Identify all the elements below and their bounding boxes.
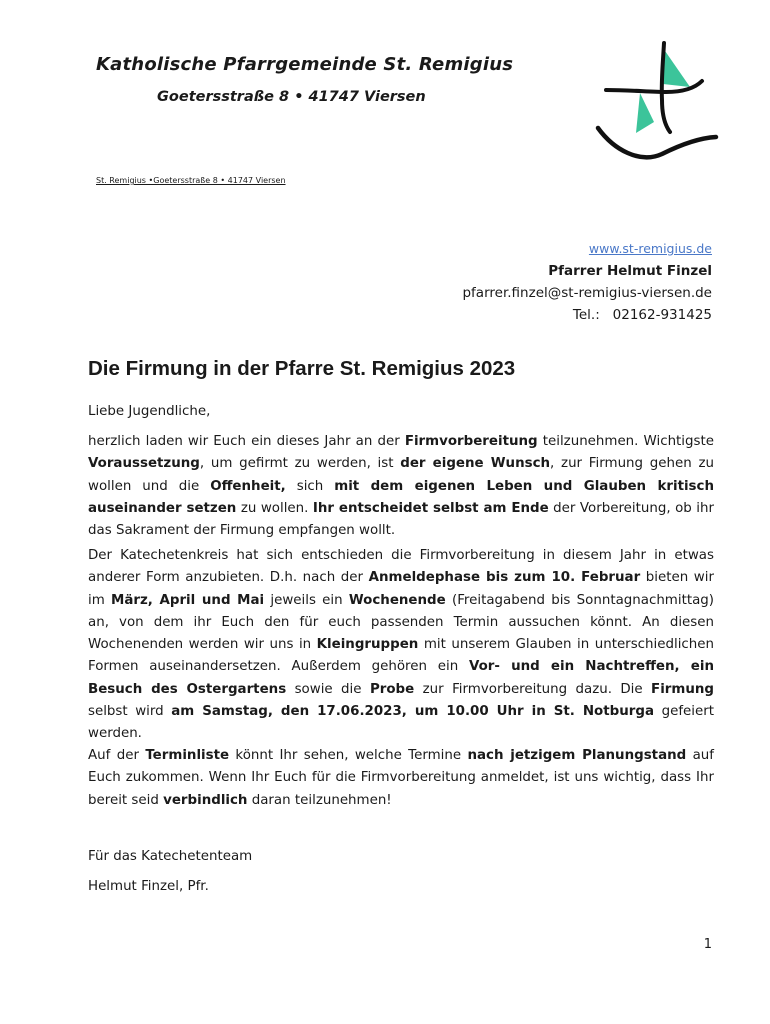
logo-green-right-shape <box>663 48 690 87</box>
logo-green-left-shape <box>636 93 654 133</box>
parish-address: Goetersstraße 8 • 41747 Viersen <box>157 89 426 105</box>
paragraph-1: herzlich laden wir Euch ein dieses Jahr an der Firmvorbereitung teilzunehmen. Wichtigste Voraussetzung, um gefirmt zu werden, ist der eigene Wunsch, zur Firmung gehen zu wollen und die Offenheit, sich mit dem eigenen Leben und Glauben kritisch auseinander setzen zu wollen. Ihr entscheidet selbst am Ende der Vorbereitung, ob ihr das Sakrament der Firmung empfangen wollt. <box>88 434 714 539</box>
closing-line: Für das Katechetenteam <box>88 849 253 864</box>
logo-boat-stroke <box>598 128 716 157</box>
signature: Helmut Finzel, Pfr. <box>88 879 209 894</box>
page-number: 1 <box>703 937 712 952</box>
greeting: Liebe Jugendliche, <box>88 404 211 419</box>
paragraph-3: Auf der Terminliste könnt Ihr sehen, welche Termine nach jetzigem Planungstand auf Euch zukommen. Wenn Ihr Euch für die Firmvorbereitung anmeldet, ist uns wichtig, dass Ihr bereit seid verbindlich daran teilzunehmen! <box>88 748 714 808</box>
paragraph-2: Der Katechetenkreis hat sich entschieden die Firmvorbereitung in diesem Jahr in etwas anderer Form anzubieten. D.h. nach der Anmeldephase bis zum 10. Februar bieten wir im März, April und Mai jeweils ein Wochenende (Freitagabend bis Sonntagnachmittag) an, von dem ihr Euch den für euch passenden Termin aussuchen könnt. An diesen Wochenenden werden wir uns in Kleingruppen mit unserem Glauben in unterschiedlichen Formen auseinandersetzen. Außerdem gehören ein Vor- und ein Nachtreffen, ein Besuch des Ostergartens sowie die Probe zur Firmvorbereitung dazu. Die Firmung selbst wird am Samstag, den 17.06.2023, um 10.00 Uhr in St. Notburga gefeiert werden. <box>88 548 715 742</box>
parish-name: Katholische Pfarrgemeinde St. Remigius <box>96 54 514 75</box>
letter-title: Die Firmung in der Pfarre St. Remigius 2023 <box>88 357 516 380</box>
church-cross-logo-icon <box>590 40 720 168</box>
sender-address-line: St. Remigius •Goetersstraße 8 • 41747 Viersen <box>96 176 286 185</box>
email-address: pfarrer.finzel@st-remigius-viersen.de <box>462 285 712 301</box>
website-link[interactable]: www.st-remigius.de <box>588 241 712 256</box>
contact-block <box>462 238 712 326</box>
pastor-name: Pfarrer Helmut Finzel <box>548 263 712 279</box>
phone-number: Tel.: 02162-931425 <box>572 307 712 323</box>
